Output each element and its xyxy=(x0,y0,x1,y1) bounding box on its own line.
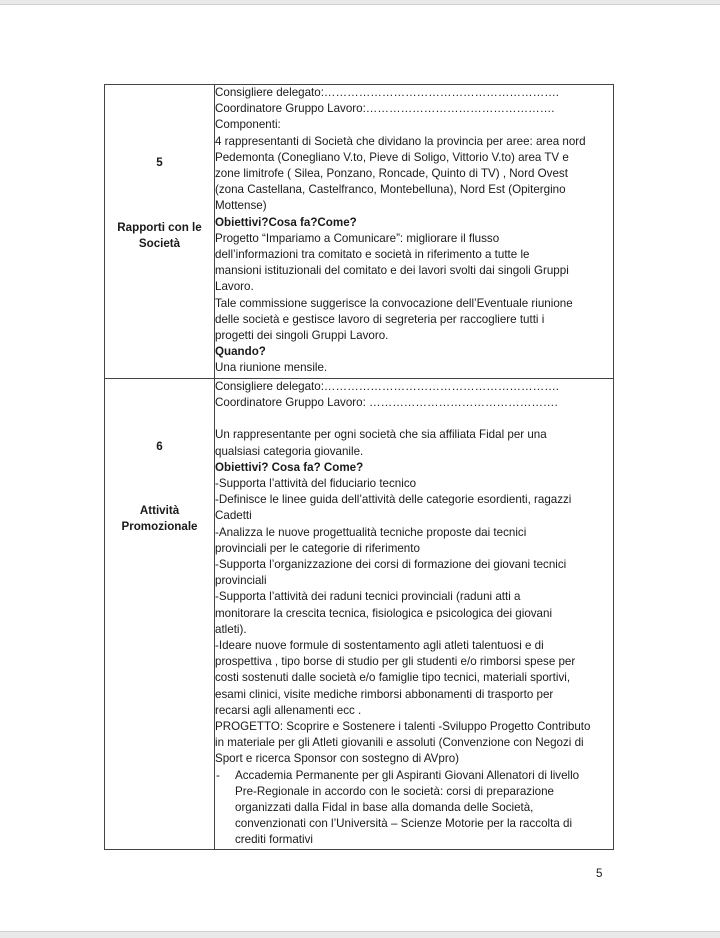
row-5-delegate: Consigliere delegato:……………………………………………………. xyxy=(215,86,560,99)
row-6-text-line: atleti). xyxy=(215,622,247,636)
row-6-blank-line xyxy=(215,411,613,427)
row-5-coordinator: Coordinatore Gruppo Lavoro:…………………………………………. xyxy=(215,102,555,116)
row-6-project-line: PROGETTO: Scoprire e Sostenere i talenti -Sviluppo Progetto Contributo xyxy=(215,720,591,734)
row-5-when-heading: Quando? xyxy=(215,345,266,359)
row-5-components-heading: Componenti: xyxy=(215,118,281,132)
table-row-5 xyxy=(105,85,614,379)
row-6-text-line: in materiale per gli Atleti giovanili e assoluti (Convenzione con Negozi di xyxy=(215,736,584,750)
row-6-text-line: provinciali xyxy=(215,574,267,588)
dash-bullet-icon: - xyxy=(216,768,220,782)
row-5-text-line: progetti dei singoli Gruppi Lavoro. xyxy=(215,329,389,343)
row-5-objectives-heading: Obiettivi?Cosa fa?Come? xyxy=(215,215,357,229)
row-5-text-line: Pedemonta (Conegliano V.to, Pieve di Soligo, Vittorio V.to) area TV e xyxy=(215,150,569,164)
row-6-content-cell xyxy=(215,379,614,850)
list-item xyxy=(215,768,613,849)
row-6-objectives-heading: Obiettivi? Cosa fa? Come? xyxy=(215,460,364,474)
row-6-title-line-1: Attività xyxy=(139,504,180,517)
row-5-text-line: zone limitrofe ( Silea, Ponzano, Roncade, Quinto di TV) , Nord Ovest xyxy=(215,167,568,181)
row-5-title-line-1: Rapporti con le xyxy=(117,221,202,234)
row-6-text-line: -Analizza le nuove progettualità tecniche proposte dai tecnici xyxy=(215,525,527,539)
row-5-text-line: dell’informazioni tra comitato e società in riferimento a tutte le xyxy=(215,248,530,262)
bullet-text-line: crediti formativi xyxy=(235,833,313,847)
row-6-text-line: monitorare la crescita tecnica, fisiologica e psicologica dei giovani xyxy=(215,606,553,620)
row-5-text-line: delle società e gestisce lavoro di segreteria per raccogliere tutti i xyxy=(215,312,545,326)
row-6-text-line: -Supporta l’attività del fiduciario tecnico xyxy=(215,477,417,491)
row-5-text-line: (zona Castellana, Castelfranco, Montebelluna), Nord Est (Opitergino xyxy=(215,183,566,197)
row-5-text-line: Progetto “Impariamo a Comunicare”: migliorare il flusso xyxy=(215,231,500,245)
row-6-text-line: -Supporta l’organizzazione dei corsi di formazione dei giovani tecnici xyxy=(215,558,567,572)
row-6-text-line: -Ideare nuove formule di sostentamento agli atleti talentuosi e di xyxy=(215,639,544,653)
row-5-number: 5 xyxy=(156,156,163,169)
commissions-table xyxy=(104,84,614,850)
row-6-text-line: -Supporta l’attività dei raduni tecnici provinciali (raduni atti a xyxy=(215,590,521,604)
row-6-text-line: -Definisce le linee guida dell’attività delle categorie esordienti, ragazzi xyxy=(215,493,572,507)
row-6-bullet-list xyxy=(215,768,613,849)
row-5-label-cell xyxy=(105,85,215,379)
row-6-text-line: Un rappresentante per ogni società che sia affiliata Fidal per una xyxy=(215,428,547,442)
row-6-title-line-2: Promozionale xyxy=(121,520,198,534)
row-6-delegate: Consigliere delegato:……………………………………………………. xyxy=(215,380,560,393)
row-6-text-line: recarsi agli allenamenti ecc . xyxy=(215,703,362,717)
row-5-text-line: 4 rappresentanti di Società che dividano la provincia per aree: area nord xyxy=(215,134,586,148)
row-5-text-line: Lavoro. xyxy=(215,280,254,294)
row-6-text-line: Cadetti xyxy=(215,509,252,523)
row-6-text-line: qualsiasi categoria giovanile. xyxy=(215,444,364,458)
bullet-text-line: convenzionati con l’Università – Scienze Motorie per la raccolta di xyxy=(235,817,573,831)
row-5-title xyxy=(105,220,214,252)
bullet-text-line: organizzati dalla Fidal in base alla domanda delle Società, xyxy=(235,801,534,815)
row-6-text-line: prospettiva , tipo borse di studio per gli studenti e/o rimborsi spese per xyxy=(215,655,576,669)
row-5-text-line: Tale commissione suggerisce la convocazione dell’Eventuale riunione xyxy=(215,296,573,310)
row-5-text-line: mansioni istituzionali del comitato e dei lavori svolti dai singoli Gruppi xyxy=(215,264,569,278)
row-5-content-cell xyxy=(215,85,614,379)
row-6-text-line: esami clinici, visite mediche rimborsi abbonamenti di trasporto per xyxy=(215,687,554,701)
row-6-number: 6 xyxy=(156,440,163,453)
row-5-text-line: Una riunione mensile. xyxy=(215,361,328,375)
row-6-text-line: costi sostenuti dalle società e/o famiglie tipo tecnici, materiali sportivi, xyxy=(215,671,571,685)
row-6-coordinator: Coordinatore Gruppo Lavoro: …………………………………………. xyxy=(215,396,558,410)
row-6-text-line: Sport e ricerca Sponsor con sostegno di AVpro) xyxy=(215,752,460,766)
row-6-text-line: provinciali per le categorie di riferimento xyxy=(215,541,420,555)
page-number: 5 xyxy=(596,867,603,880)
bullet-text-line: Accademia Permanente per gli Aspiranti Giovani Allenatori di livello xyxy=(235,768,580,782)
row-6-label-wrap xyxy=(105,379,214,839)
row-6-title xyxy=(105,503,214,535)
document-page xyxy=(0,4,720,932)
table-row-6 xyxy=(105,379,614,850)
row-5-title-line-2: Società xyxy=(138,237,181,251)
bullet-text-line: Pre-Regionale in accordo con le società: corsi di preparazione xyxy=(235,784,555,798)
row-6-label-cell xyxy=(105,379,215,850)
row-5-text-line: Mottense) xyxy=(215,199,267,213)
row-5-label-wrap xyxy=(105,85,214,378)
